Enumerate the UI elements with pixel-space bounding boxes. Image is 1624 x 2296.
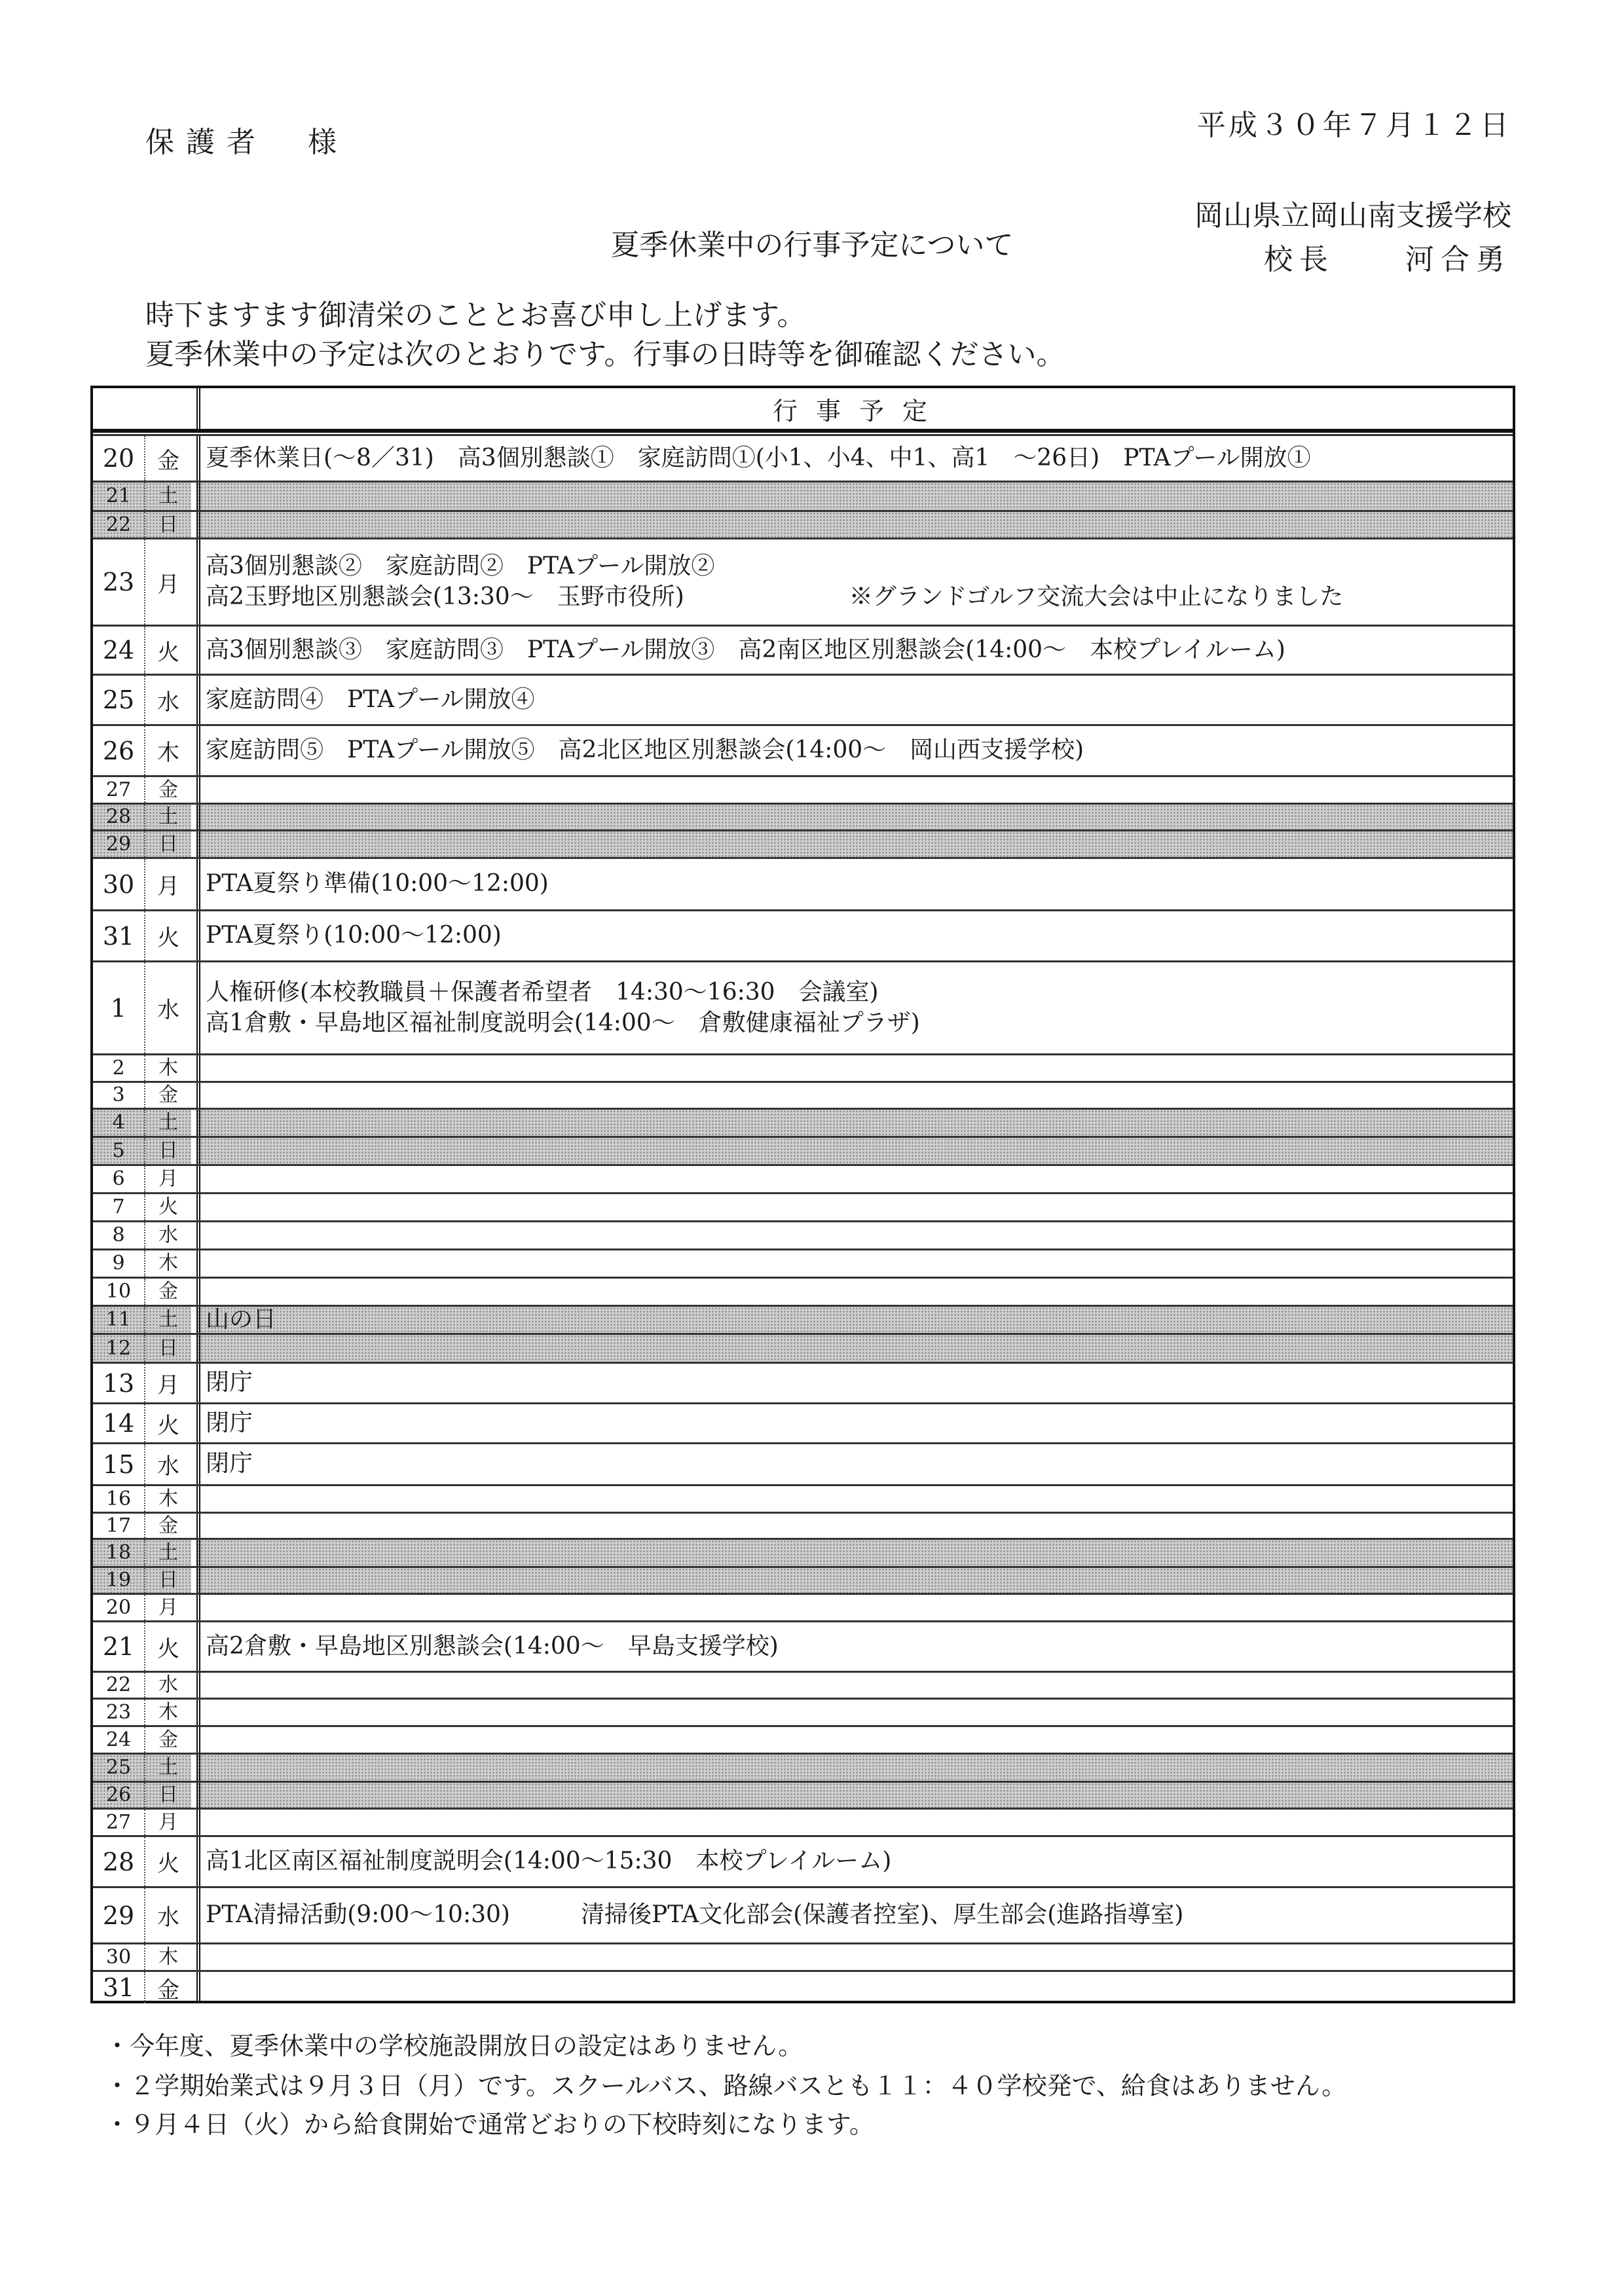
date-number: 20 (102, 444, 135, 473)
date-number: 11 (105, 1308, 132, 1331)
date-number: 10 (105, 1280, 132, 1303)
date-number: 27 (105, 778, 132, 801)
schedule-row (93, 724, 1513, 775)
row-weekday (145, 1622, 191, 1671)
row-events (196, 1404, 1513, 1442)
event-text: 山の日 (206, 1305, 277, 1333)
schedule-row (93, 481, 1513, 510)
row-weekday (145, 1364, 191, 1402)
weekday-label: 木 (158, 1487, 178, 1510)
school-name: 岡山県立岡山南支援学校 (1194, 199, 1511, 232)
schedule-row (93, 434, 1513, 481)
row-weekday (145, 1568, 191, 1593)
row-weekday (145, 962, 191, 1053)
row-date (93, 483, 145, 510)
row-date (93, 1888, 145, 1942)
row-events (196, 726, 1513, 775)
date-number: 12 (105, 1336, 132, 1360)
row-date (93, 1279, 145, 1305)
document-title: 夏季休業中の行事予定について (610, 228, 1014, 262)
row-weekday (145, 805, 191, 829)
issue-date: 平成３０年７月１２日 (1197, 109, 1511, 142)
row-weekday (145, 483, 191, 510)
row-date (93, 1673, 145, 1698)
weekday-label: 土 (158, 805, 178, 828)
schedule-row (93, 1753, 1513, 1781)
schedule-header-row (93, 388, 1513, 433)
row-weekday (145, 1944, 191, 1970)
row-date (93, 1810, 145, 1835)
row-events (196, 1364, 1513, 1402)
row-events (196, 805, 1513, 829)
weekday-label: 水 (158, 1673, 178, 1696)
weekday-label: 金 (157, 1977, 179, 2003)
weekday-label: 月 (158, 1595, 178, 1619)
schedule-row (93, 1566, 1513, 1593)
row-events (196, 436, 1513, 481)
row-date (93, 539, 145, 625)
row-date (93, 1364, 145, 1402)
row-weekday (145, 512, 191, 538)
schedule-row (93, 1484, 1513, 1512)
schedule-row (93, 1053, 1513, 1081)
row-date (93, 1194, 145, 1220)
row-weekday (145, 831, 191, 857)
row-events (196, 1194, 1513, 1220)
row-date (93, 1250, 145, 1277)
weekday-label: 金 (158, 778, 178, 801)
weekday-label: 日 (158, 513, 178, 536)
weekday-label: 木 (158, 1700, 178, 1724)
row-date (93, 1540, 145, 1566)
row-weekday (145, 1540, 191, 1566)
schedule-row (93, 960, 1513, 1053)
row-weekday (145, 1700, 191, 1725)
schedule-row (93, 1220, 1513, 1248)
row-events (196, 831, 1513, 857)
row-weekday (145, 1110, 191, 1136)
weekday-label: 月 (158, 1167, 178, 1190)
row-date (93, 1755, 145, 1781)
date-number: 25 (102, 685, 135, 714)
row-date (93, 859, 145, 909)
schedule-table (90, 386, 1515, 2003)
schedule-row (93, 829, 1513, 857)
row-events (196, 1673, 1513, 1698)
row-date (93, 1622, 145, 1671)
weekday-label: 日 (158, 1783, 178, 1806)
date-number: 24 (105, 1728, 132, 1751)
schedule-row (93, 1970, 1513, 2003)
event-text: PTA夏祭り(10:00～12:00) (206, 922, 502, 949)
schedule-row (93, 1248, 1513, 1277)
row-weekday (145, 1222, 191, 1248)
row-events (196, 1166, 1513, 1192)
date-number: 19 (105, 1569, 132, 1592)
row-date (93, 726, 145, 775)
event-text: 閉庁 (206, 1450, 253, 1478)
row-date (93, 911, 145, 960)
schedule-row (93, 1808, 1513, 1835)
row-date (93, 777, 145, 803)
row-events (196, 1083, 1513, 1108)
weekday-label: 火 (157, 639, 179, 666)
row-events (196, 1595, 1513, 1620)
date-number: 23 (105, 1700, 132, 1724)
weekday-label: 火 (158, 1195, 178, 1218)
date-number: 15 (102, 1449, 135, 1479)
schedule-row (93, 1942, 1513, 1970)
date-number: 22 (105, 513, 132, 536)
date-number: 31 (102, 1973, 135, 2002)
row-date (93, 627, 145, 674)
row-weekday (145, 1335, 191, 1362)
row-events (196, 962, 1513, 1053)
row-date (93, 1568, 145, 1593)
schedule-row (93, 1333, 1513, 1362)
date-number: 30 (105, 1945, 132, 1969)
date-number: 26 (105, 1783, 132, 1806)
row-date (93, 1783, 145, 1808)
date-number: 9 (112, 1252, 125, 1275)
row-events (196, 859, 1513, 909)
row-events (196, 1727, 1513, 1753)
row-events (196, 1755, 1513, 1781)
row-date (93, 1837, 145, 1886)
date-number: 8 (112, 1224, 125, 1247)
weekday-label: 火 (157, 1412, 179, 1439)
row-date (93, 831, 145, 857)
weekday-label: 火 (157, 1851, 179, 1877)
date-number: 31 (102, 921, 135, 951)
row-weekday (145, 1444, 191, 1484)
schedule-row (93, 1081, 1513, 1108)
schedule-row (93, 1698, 1513, 1725)
weekday-label: 金 (158, 1280, 178, 1303)
schedule-row (93, 1671, 1513, 1698)
row-events (196, 1138, 1513, 1164)
weekday-label: 土 (158, 1756, 178, 1779)
footer-note: ・９月４日（火）から給食開始で通常どおりの下校時刻になります。 (105, 2110, 874, 2139)
row-weekday (145, 1514, 191, 1538)
date-number: 18 (105, 1541, 132, 1564)
schedule-row (93, 1277, 1513, 1305)
weekday-label: 日 (158, 1139, 178, 1162)
schedule-row (93, 1305, 1513, 1333)
row-date (93, 1335, 145, 1362)
row-events (196, 1540, 1513, 1566)
row-date (93, 962, 145, 1053)
row-weekday (145, 1250, 191, 1277)
row-date (93, 1514, 145, 1538)
weekday-label: 水 (157, 1904, 179, 1931)
date-number: 4 (112, 1111, 125, 1134)
weekday-label: 月 (157, 571, 179, 598)
weekday-label: 金 (158, 1514, 178, 1537)
date-number: 13 (102, 1368, 135, 1398)
row-date (93, 1727, 145, 1753)
row-date (93, 1222, 145, 1248)
date-number: 5 (112, 1139, 125, 1162)
event-text: 閉庁 (206, 1409, 253, 1436)
date-number: 30 (102, 869, 135, 899)
schedule-row (93, 1192, 1513, 1220)
greeting-line: 夏季休業中の予定は次のとおりです。行事の日時等を御確認ください。 (145, 338, 1065, 371)
date-number: 23 (102, 568, 135, 596)
greeting-line: 時下ますます御清栄のこととお喜び申し上げます。 (145, 299, 806, 332)
weekday-label: 木 (158, 1945, 178, 1969)
event-text: PTA清掃活動(9:00～10:30) 清掃後PTA文化部会(保護者控室)、厚生部会(進路指導室) (206, 1901, 1184, 1929)
event-text: 高2玉野地区別懇談会(13:30～ 玉野市役所) ※グランドゴルフ交流大会は中止になりました (206, 583, 1344, 610)
row-weekday (145, 1486, 191, 1512)
row-events (196, 1514, 1513, 1538)
schedule-row (93, 1362, 1513, 1402)
footer-note: ・今年度、夏季休業中の学校施設開放日の設定はありません。 (105, 2032, 803, 2060)
weekday-label: 水 (157, 1453, 179, 1480)
row-weekday (145, 1307, 191, 1333)
schedule-row (93, 674, 1513, 724)
weekday-label: 月 (157, 873, 179, 900)
weekday-label: 水 (157, 689, 179, 716)
schedule-row (93, 1512, 1513, 1538)
recipient-line: 保護者 様 (145, 126, 348, 159)
weekday-label: 日 (158, 1336, 178, 1360)
row-events (196, 1568, 1513, 1593)
row-date (93, 436, 145, 481)
row-weekday (145, 1138, 191, 1164)
schedule-row (93, 510, 1513, 538)
event-text: 家庭訪問⑤ PTAプール開放⑤ 高2北区地区別懇談会(14:00～ 岡山西支援学校) (206, 737, 1084, 764)
schedule-header: 行事予定 (196, 388, 1513, 429)
row-events (196, 1783, 1513, 1808)
event-text: 高2倉敷・早島地区別懇談会(14:00～ 早島支援学校) (206, 1632, 779, 1660)
row-weekday (145, 1194, 191, 1220)
row-events (196, 1110, 1513, 1136)
row-weekday (145, 1279, 191, 1305)
schedule-row (93, 857, 1513, 909)
schedule-row (93, 1835, 1513, 1886)
row-events (196, 512, 1513, 538)
date-number: 17 (105, 1514, 132, 1537)
event-text: 夏季休業日(～8／31) 高3個別懇談① 家庭訪問①(小1、小4、中1、高1 ～26日) PTAプール開放① (206, 444, 1311, 471)
row-weekday (145, 777, 191, 803)
weekday-label: 日 (158, 1569, 178, 1592)
weekday-label: 木 (158, 1252, 178, 1275)
row-weekday (145, 859, 191, 909)
row-date (93, 1700, 145, 1725)
schedule-row (93, 1402, 1513, 1442)
row-events (196, 676, 1513, 724)
row-date (93, 1595, 145, 1620)
row-date (93, 676, 145, 724)
date-number: 3 (112, 1084, 125, 1106)
row-date (93, 1972, 145, 2003)
row-weekday (145, 1673, 191, 1698)
schedule-row (93, 1442, 1513, 1484)
date-number: 28 (105, 805, 132, 828)
row-events (196, 1837, 1513, 1886)
weekday-label: 金 (158, 1084, 178, 1106)
row-date (93, 1138, 145, 1164)
row-weekday (145, 1783, 191, 1808)
row-weekday (145, 676, 191, 724)
row-events (196, 1307, 1513, 1333)
row-weekday (145, 911, 191, 960)
date-number: 29 (102, 1901, 135, 1930)
row-events (196, 1250, 1513, 1277)
weekday-label: 土 (158, 1308, 178, 1331)
row-events (196, 483, 1513, 510)
weekday-label: 土 (158, 1111, 178, 1134)
row-date (93, 1083, 145, 1108)
weekday-label: 木 (158, 1056, 178, 1080)
row-events (196, 627, 1513, 674)
row-weekday (145, 1595, 191, 1620)
event-text: 閉庁 (206, 1369, 253, 1396)
event-text: 高1北区南区福祉制度説明会(14:00～15:30 本校プレイルーム) (206, 1848, 892, 1875)
row-events (196, 1279, 1513, 1305)
weekday-label: 金 (158, 1728, 178, 1751)
row-weekday (145, 1810, 191, 1835)
row-events (196, 1622, 1513, 1671)
event-text: PTA夏祭り準備(10:00～12:00) (206, 870, 549, 898)
schedule-row (93, 1593, 1513, 1620)
schedule-row (93, 1886, 1513, 1942)
row-date (93, 1444, 145, 1484)
row-events (196, 1700, 1513, 1725)
schedule-row (93, 803, 1513, 829)
schedule-row (93, 1538, 1513, 1566)
schedule-row (93, 625, 1513, 674)
date-number: 6 (112, 1167, 125, 1190)
weekday-label: 土 (158, 1541, 178, 1564)
row-events (196, 911, 1513, 960)
weekday-label: 火 (157, 1635, 179, 1662)
schedule-row (93, 1164, 1513, 1192)
row-weekday (145, 1055, 191, 1081)
date-number: 7 (112, 1195, 125, 1218)
row-weekday (145, 1083, 191, 1108)
date-number: 27 (105, 1810, 132, 1834)
event-text: 高1倉敷・早島地区福祉制度説明会(14:00～ 倉敷健康福祉プラザ) (206, 1009, 920, 1036)
date-number: 28 (102, 1847, 135, 1876)
date-number: 16 (105, 1487, 132, 1510)
schedule-row (93, 1725, 1513, 1753)
row-events (196, 1486, 1513, 1512)
row-events (196, 1810, 1513, 1835)
row-date (93, 1055, 145, 1081)
footer-note: ・２学期始業式は９月３日（月）です。スクールバス、路線バスとも１１：４０学校発で、給食はありません。 (105, 2071, 1347, 2100)
row-date (93, 1166, 145, 1192)
schedule-row (93, 1620, 1513, 1671)
schedule-row (93, 775, 1513, 803)
row-events (196, 1444, 1513, 1484)
schedule-row (93, 1136, 1513, 1164)
row-events (196, 1222, 1513, 1248)
row-weekday (145, 1888, 191, 1942)
weekday-label: 火 (157, 925, 179, 951)
schedule-row (93, 909, 1513, 960)
date-number: 22 (105, 1673, 132, 1696)
row-weekday (145, 436, 191, 481)
weekday-label: 水 (157, 997, 179, 1023)
row-weekday (145, 539, 191, 625)
event-text: 高3個別懇談③ 家庭訪問③ PTAプール開放③ 高2南区地区別懇談会(14:00～ 本校プレイルーム) (206, 636, 1285, 663)
principal-name: 校長 河合勇 (1264, 243, 1511, 276)
weekday-label: 月 (157, 1372, 179, 1398)
row-weekday (145, 1727, 191, 1753)
event-text: 高3個別懇談② 家庭訪問② PTAプール開放② (206, 553, 715, 580)
date-number: 2 (112, 1056, 125, 1080)
row-events (196, 1888, 1513, 1942)
date-number: 26 (102, 736, 135, 765)
weekday-label: 水 (158, 1224, 178, 1247)
row-weekday (145, 726, 191, 775)
row-events (196, 539, 1513, 625)
row-date (93, 512, 145, 538)
row-date (93, 1110, 145, 1136)
row-date (93, 1944, 145, 1970)
date-number: 20 (105, 1595, 132, 1619)
schedule-row (93, 1781, 1513, 1808)
event-text: 人権研修(本校教職員＋保護者希望者 14:30～16:30 会議室) (206, 978, 879, 1006)
date-number: 24 (102, 636, 135, 665)
weekday-label: 土 (158, 484, 178, 507)
row-date (93, 805, 145, 829)
schedule-row (93, 1108, 1513, 1136)
weekday-label: 金 (157, 447, 179, 474)
event-text: 家庭訪問④ PTAプール開放④ (206, 685, 535, 713)
row-date (93, 1404, 145, 1442)
date-number: 21 (102, 1632, 135, 1661)
schedule-row (93, 538, 1513, 625)
row-events (196, 777, 1513, 803)
row-events (196, 1972, 1513, 2003)
date-number: 1 (110, 993, 127, 1023)
row-weekday (145, 627, 191, 674)
row-date (93, 1486, 145, 1512)
row-events (196, 1944, 1513, 1970)
row-weekday (145, 1755, 191, 1781)
weekday-label: 月 (158, 1810, 178, 1834)
row-weekday (145, 1404, 191, 1442)
row-weekday (145, 1972, 191, 2003)
weekday-label: 日 (158, 832, 178, 856)
row-date (93, 1307, 145, 1333)
row-events (196, 1335, 1513, 1362)
weekday-label: 木 (157, 740, 179, 766)
date-number: 14 (102, 1409, 135, 1438)
date-number: 29 (105, 832, 132, 856)
row-weekday (145, 1837, 191, 1886)
date-number: 21 (105, 484, 132, 507)
row-weekday (145, 1166, 191, 1192)
row-events (196, 1055, 1513, 1081)
date-number: 25 (105, 1756, 132, 1779)
